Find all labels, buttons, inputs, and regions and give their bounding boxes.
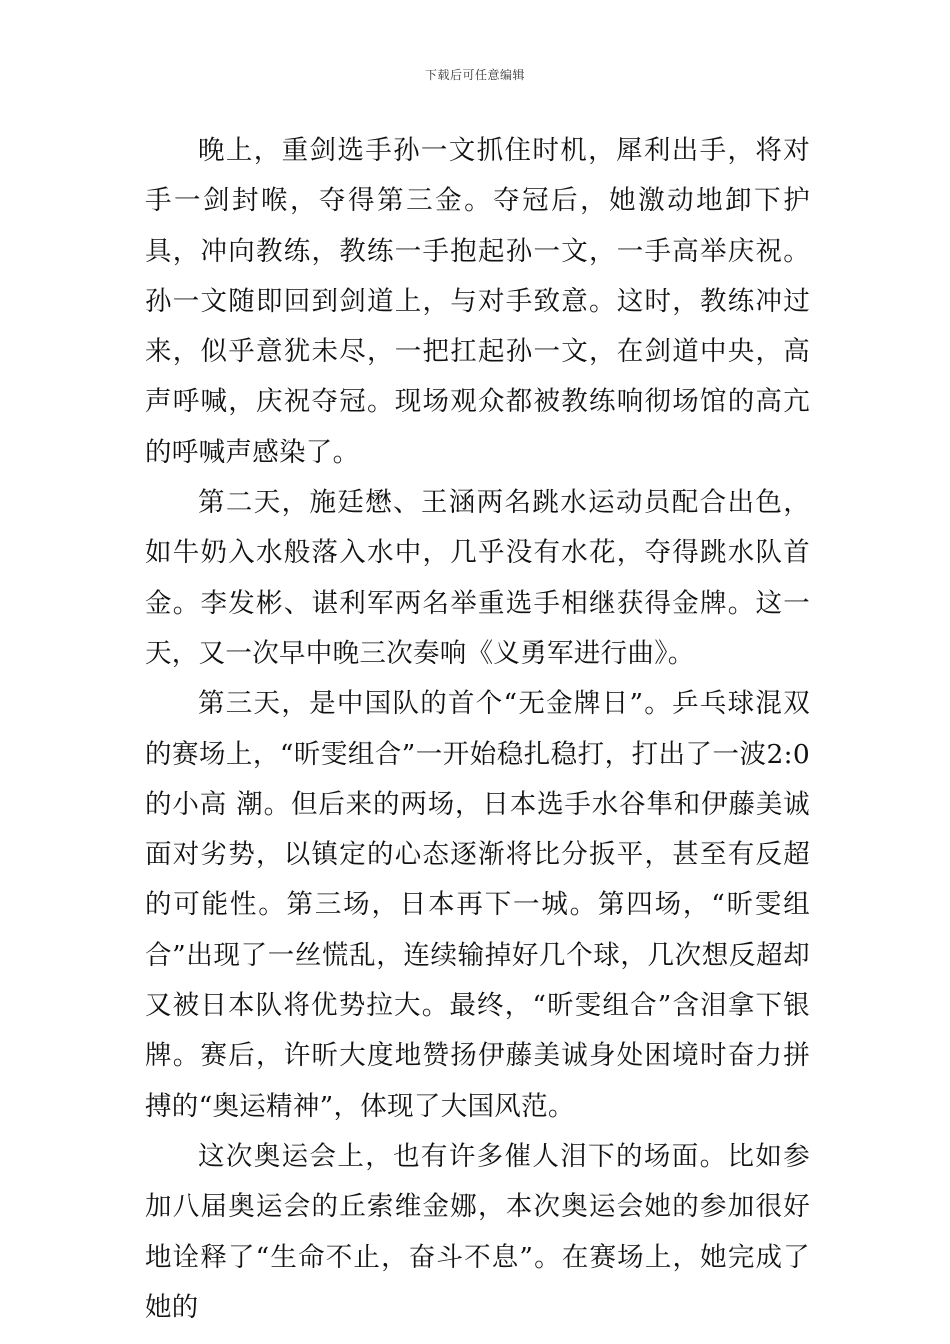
paragraph-3: 第三天，是中国队的首个“无金牌日”。乒乓球混双的赛场上，“昕雯组合”一开始稳扎稳打，打出了一波2:0的小高 潮。但后来的两场，日本选手水谷隼和伊藤美诚面对劣势，以镇定的心态逐渐将比分扳平，甚至有反超的可能性。第三场，日本再下一城。第四场，“昕雯组合”出现了一丝慌乱，连续输掉好几个球，几次想反超却又被日本队将优势拉大。最终，“昕雯组合”含泪拿下银牌。赛后，许昕大度地赞扬伊藤美诚身处困境时奋力拼搏的“奥运精神”，体现了大国风范。: [145, 688, 810, 1122]
document-body: [145, 126, 810, 1333]
paragraph-1: 晚上，重剑选手孙一文抓住时机，犀利出手，将对手一剑封喉，夺得第三金。夺冠后，她激动地卸下护具，冲向教练，教练一手抱起孙一文，一手高举庆祝。孙一文随即回到剑道上，与对手致意。这时，教练冲过来，似乎意犹未尽，一把扛起孙一文，在剑道中央，高声呼喊，庆祝夺冠。现场观众都被教练响彻场馆的高亢的呼喊声感染了。: [145, 135, 810, 468]
paragraph-2: 第二天，施廷懋、王涵两名跳水运动员配合出色，如牛奶入水般落入水中，几乎没有水花，夺得跳水队首金。李发彬、谌利军两名举重选手相继获得金牌。这一天，又一次早中晚三次奏响《义勇军进行曲》。: [145, 487, 810, 669]
paragraph-4: 这次奥运会上，也有许多催人泪下的场面。比如参加八届奥运会的丘索维金娜，本次奥运会她的参加很好地诠释了“生命不止，奋斗不息”。在赛场上，她完成了她的: [145, 1140, 810, 1323]
page-header: 下载后可任意编辑: [424, 68, 525, 82]
